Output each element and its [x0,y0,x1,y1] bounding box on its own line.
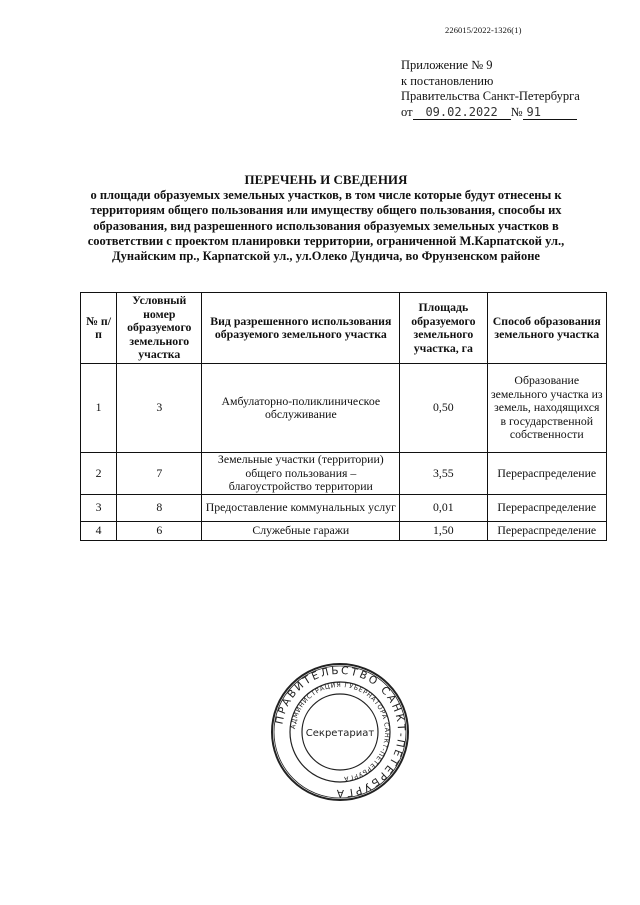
title-line: о площади образуемых земельных участков, в том числе которые будут отнесены к [90,188,562,203]
appendix-date-line [401,105,616,121]
title-line: образования, вид разрешенного использования образуемых земельных участков в [93,218,559,233]
resolution-date: 09.02.2022 [413,106,511,120]
cell-number: 4 [81,521,117,540]
cell-permitted-use: Амбулаторно-поликлиническое обслуживание [202,364,400,453]
cell-formation-method: Перераспределение [487,494,606,521]
cell-formation-method: Образование земельного участка из земель, находящихся в государственной собственности [487,364,606,453]
table-row [81,494,607,521]
appendix-block [401,58,616,120]
document-registration-number: 226015/2022-1326(1) [445,25,522,35]
cell-permitted-use: Служебные гаражи [202,521,400,540]
header-number: № п/п [81,293,117,364]
appendix-resolution-ref: к постановлению [401,73,494,88]
cell-area: 3,55 [400,453,487,495]
cell-formation-method: Перераспределение [487,521,606,540]
cell-formation-method: Перераспределение [487,453,606,495]
cell-plot-id: 8 [117,494,202,521]
title-line: Дунайским пр., Карпатской ул., ул.Олеко Дундича, во Фрунзенском районе [112,249,540,264]
table-row [81,364,607,453]
land-plots-table [80,292,607,541]
cell-plot-id: 6 [117,521,202,540]
cell-number: 1 [81,364,117,453]
table-header-row [81,293,607,364]
header-area: Площадь образуемого земельного участка, га [400,293,487,364]
appendix-government: Правительства Санкт-Петербурга [401,89,580,103]
table-row [81,521,607,540]
cell-plot-id: 3 [117,364,202,453]
cell-area: 0,50 [400,364,487,453]
table-row [81,453,607,495]
cell-area: 0,01 [400,494,487,521]
cell-plot-id: 7 [117,453,202,495]
seal-inner-ring-text: АДМИНИСТРАЦИЯ ГУБЕРНАТОРА САНКТ-ПЕТЕРБУРГА [289,680,392,783]
header-formation-method: Способ образования земельного участка [487,293,606,364]
cell-number: 3 [81,494,117,521]
cell-permitted-use: Земельные участки (территории) общего пользования – благоустройство территории [202,453,400,495]
official-seal-stamp [270,662,410,802]
cell-number: 2 [81,453,117,495]
date-prefix: от [401,104,413,119]
appendix-number: Приложение № 9 [401,58,493,72]
cell-permitted-use: Предоставление коммунальных услуг [202,494,400,521]
document-title [70,172,582,264]
title-line: соответствии с проектом планировки территории, ограниченной М.Карпатской ул., [87,233,565,248]
resolution-number: 91 [523,106,577,120]
seal-outer-text: ПРАВИТЕЛЬСТВО САНКТ-ПЕТЕРБУРГА [273,664,408,800]
title-line: территориям общего пользования или имуществу общего пользования, способы их [90,203,562,218]
header-permitted-use: Вид разрешенного использования образуемого земельного участка [202,293,400,364]
cell-area: 1,50 [400,521,487,540]
number-prefix: № [510,104,523,119]
title-heading: ПЕРЕЧЕНЬ И СВЕДЕНИЯ [244,172,408,187]
seal-center-text: Секретариат [305,728,375,739]
header-plot-id: Условный номер образуемого земельного участка [117,293,202,364]
